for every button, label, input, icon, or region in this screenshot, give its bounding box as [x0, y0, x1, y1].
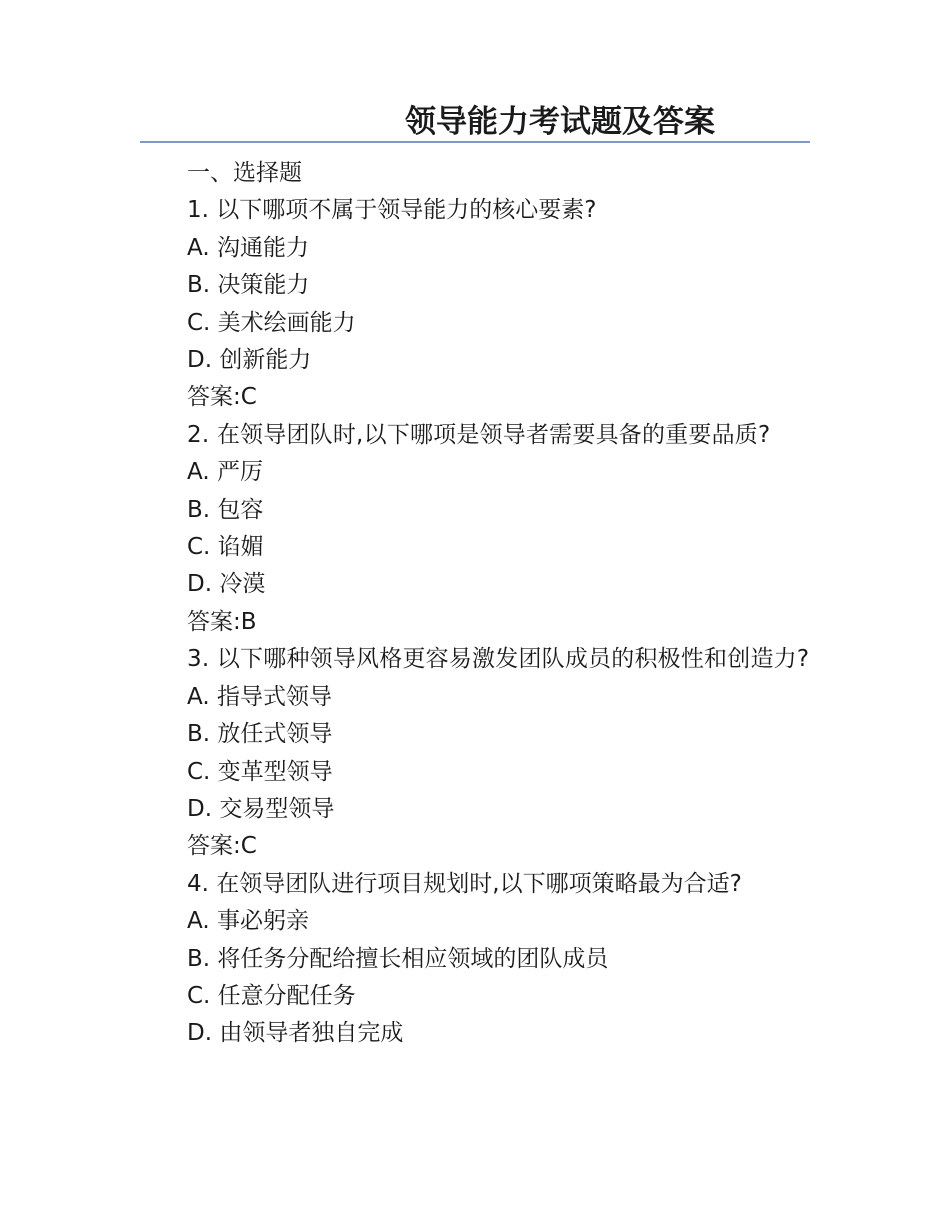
question-4: 4. 在领导团队进行项目规划时,以下哪项策略最为合适?: [187, 870, 742, 897]
option-4d: D. 由领导者独自完成: [187, 1020, 404, 1047]
option-1a: A. 沟通能力: [187, 234, 309, 261]
answer-1: 答案:C: [187, 384, 257, 411]
option-3a: A. 指导式领导: [187, 683, 332, 710]
question-1: 1. 以下哪项不属于领导能力的核心要素?: [187, 197, 597, 224]
option-2d: D. 冷漠: [187, 571, 266, 598]
option-2a: A. 严厉: [187, 459, 263, 486]
option-1c: C. 美术绘画能力: [187, 309, 356, 336]
option-1d: D. 创新能力: [187, 347, 312, 374]
option-4a: A. 事必躬亲: [187, 908, 309, 935]
document-body: [140, 155, 814, 1053]
document-title: 领导能力考试题及答案: [405, 104, 715, 140]
option-3d: D. 交易型领导: [187, 795, 335, 822]
answer-3: 答案:C: [187, 833, 257, 860]
option-4c: C. 任意分配任务: [187, 982, 356, 1009]
question-2: 2. 在领导团队时,以下哪项是领导者需要具备的重要品质?: [187, 421, 771, 448]
option-2b: B. 包容: [187, 496, 264, 523]
option-3b: B. 放任式领导: [187, 721, 333, 748]
section-heading: 一、选择题: [187, 160, 302, 186]
option-1b: B. 决策能力: [187, 272, 310, 299]
option-3c: C. 变革型领导: [187, 758, 333, 785]
option-2c: C. 谄媚: [187, 534, 264, 561]
title-bar: [140, 100, 810, 143]
question-3: 3. 以下哪种领导风格更容易激发团队成员的积极性和创造力?: [187, 646, 810, 673]
option-4b: B. 将任务分配给擅长相应领域的团队成员: [187, 945, 609, 972]
answer-2: 答案:B: [187, 608, 257, 635]
